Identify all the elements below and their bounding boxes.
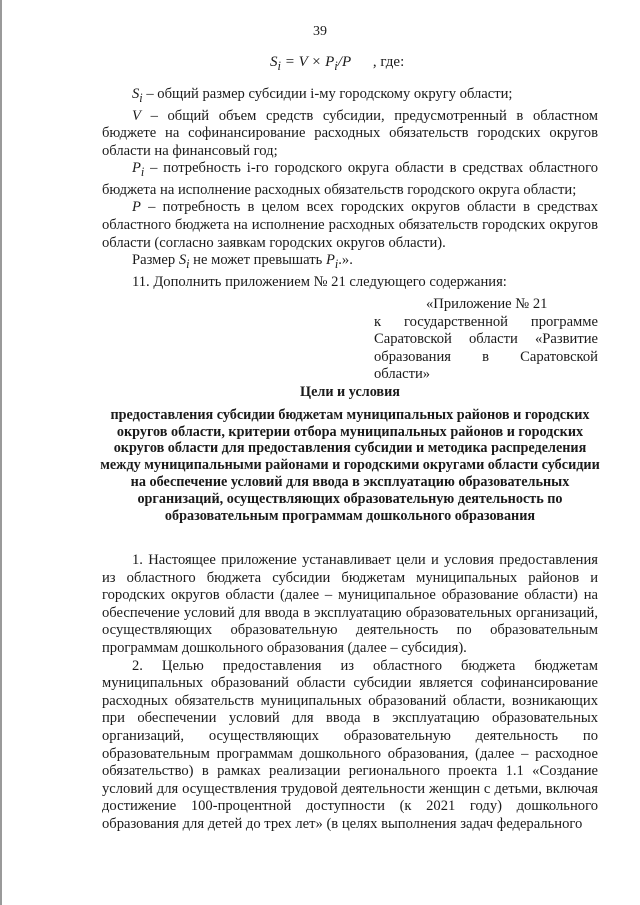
definition-item: P – потребность в целом всех городских округов области в средствах областного бюджета на исполнение расходных обязательств городских округов области (согласно заявкам городских округов области). [102, 199, 598, 251]
formula-lhs: S [270, 54, 278, 70]
section-title [100, 384, 600, 524]
body-text [102, 552, 598, 834]
definition-item: $P_i$ – потребность i-го городского округа области в средствах областного бюджета на исполнение расходных обязательств городского округа области; [102, 160, 598, 198]
formula-rhs: = V × P [284, 54, 335, 70]
appendix-reference [374, 296, 598, 384]
limit-line: Размер $S_i$ не может превышать $P_i$.». [132, 252, 353, 272]
page-number: 39 [313, 24, 327, 39]
formula-lhs-sub: i [277, 59, 281, 73]
formula-suffix: , где: [372, 54, 405, 70]
definition-item: V – общий объем средств субсидии, предусмотренный в областном бюджете на софинансирование расходных обязательств городских округов области на финансовый год; [102, 107, 598, 159]
section-title-line1: Цели и условия [300, 384, 400, 400]
appendix-text: к государственной программе Саратовской области «Развитие образования в Саратовской области» [374, 313, 598, 383]
definitions-block [102, 86, 598, 291]
formula-rhs-sub: i [334, 59, 338, 73]
item-11: 11. Дополнить приложением № 21 следующего содержания: [132, 273, 507, 290]
paragraph: 1. Настоящее приложение устанавливает цели и условия предоставления из областного бюджета субсидии бюджетам муниципальных районов и городских округов области (далее – муниципальное образование области) на обеспечение условий для ввода в эксплуатацию образовательных организаций, осуществляющих образовательную деятельность по образовательным программам дошкольного образования (далее – субсидия). [102, 552, 598, 656]
formula-rhs-tail: /P [337, 54, 352, 70]
definition-item: $S_i$ – общий размер субсидии i-му городскому округу области; [132, 86, 513, 105]
paragraph: 2. Целью предоставления из областного бюджета бюджетам муниципальных образований области субсидии является софинансирование расходных обязательств муниципальных образований области, возникающих при обеспечении условий для ввода в эксплуатацию образовательных организаций, осуществляющих образовательную деятельность по образовательным программам дошкольного образования, (далее – расходное обязательство) в рамках реализации регионального проекта 1.1 «Создание условий для осуществления трудовой деятельности женщин с детьми, включая достижение 100-процентной доступности (к 2021 году) дошкольного образования для детей до трех лет» (в целях выполнения задач федерального [102, 657, 598, 832]
formula [270, 54, 404, 74]
section-title-text: предоставления субсидии бюджетам муниципальных районов и городских округов области, критерии отбора муниципальных районов и городских округов области для предоставления субсидии и методика распределения между муниципальными районами и городскими округами области субсидии на обеспечение условий для ввода в эксплуатацию образовательных организаций, осуществляющих образовательную деятельность по образовательным программам дошкольного образования [100, 406, 600, 524]
appendix-title: «Приложение № 21 [426, 296, 548, 312]
page-edge [0, 0, 2, 905]
